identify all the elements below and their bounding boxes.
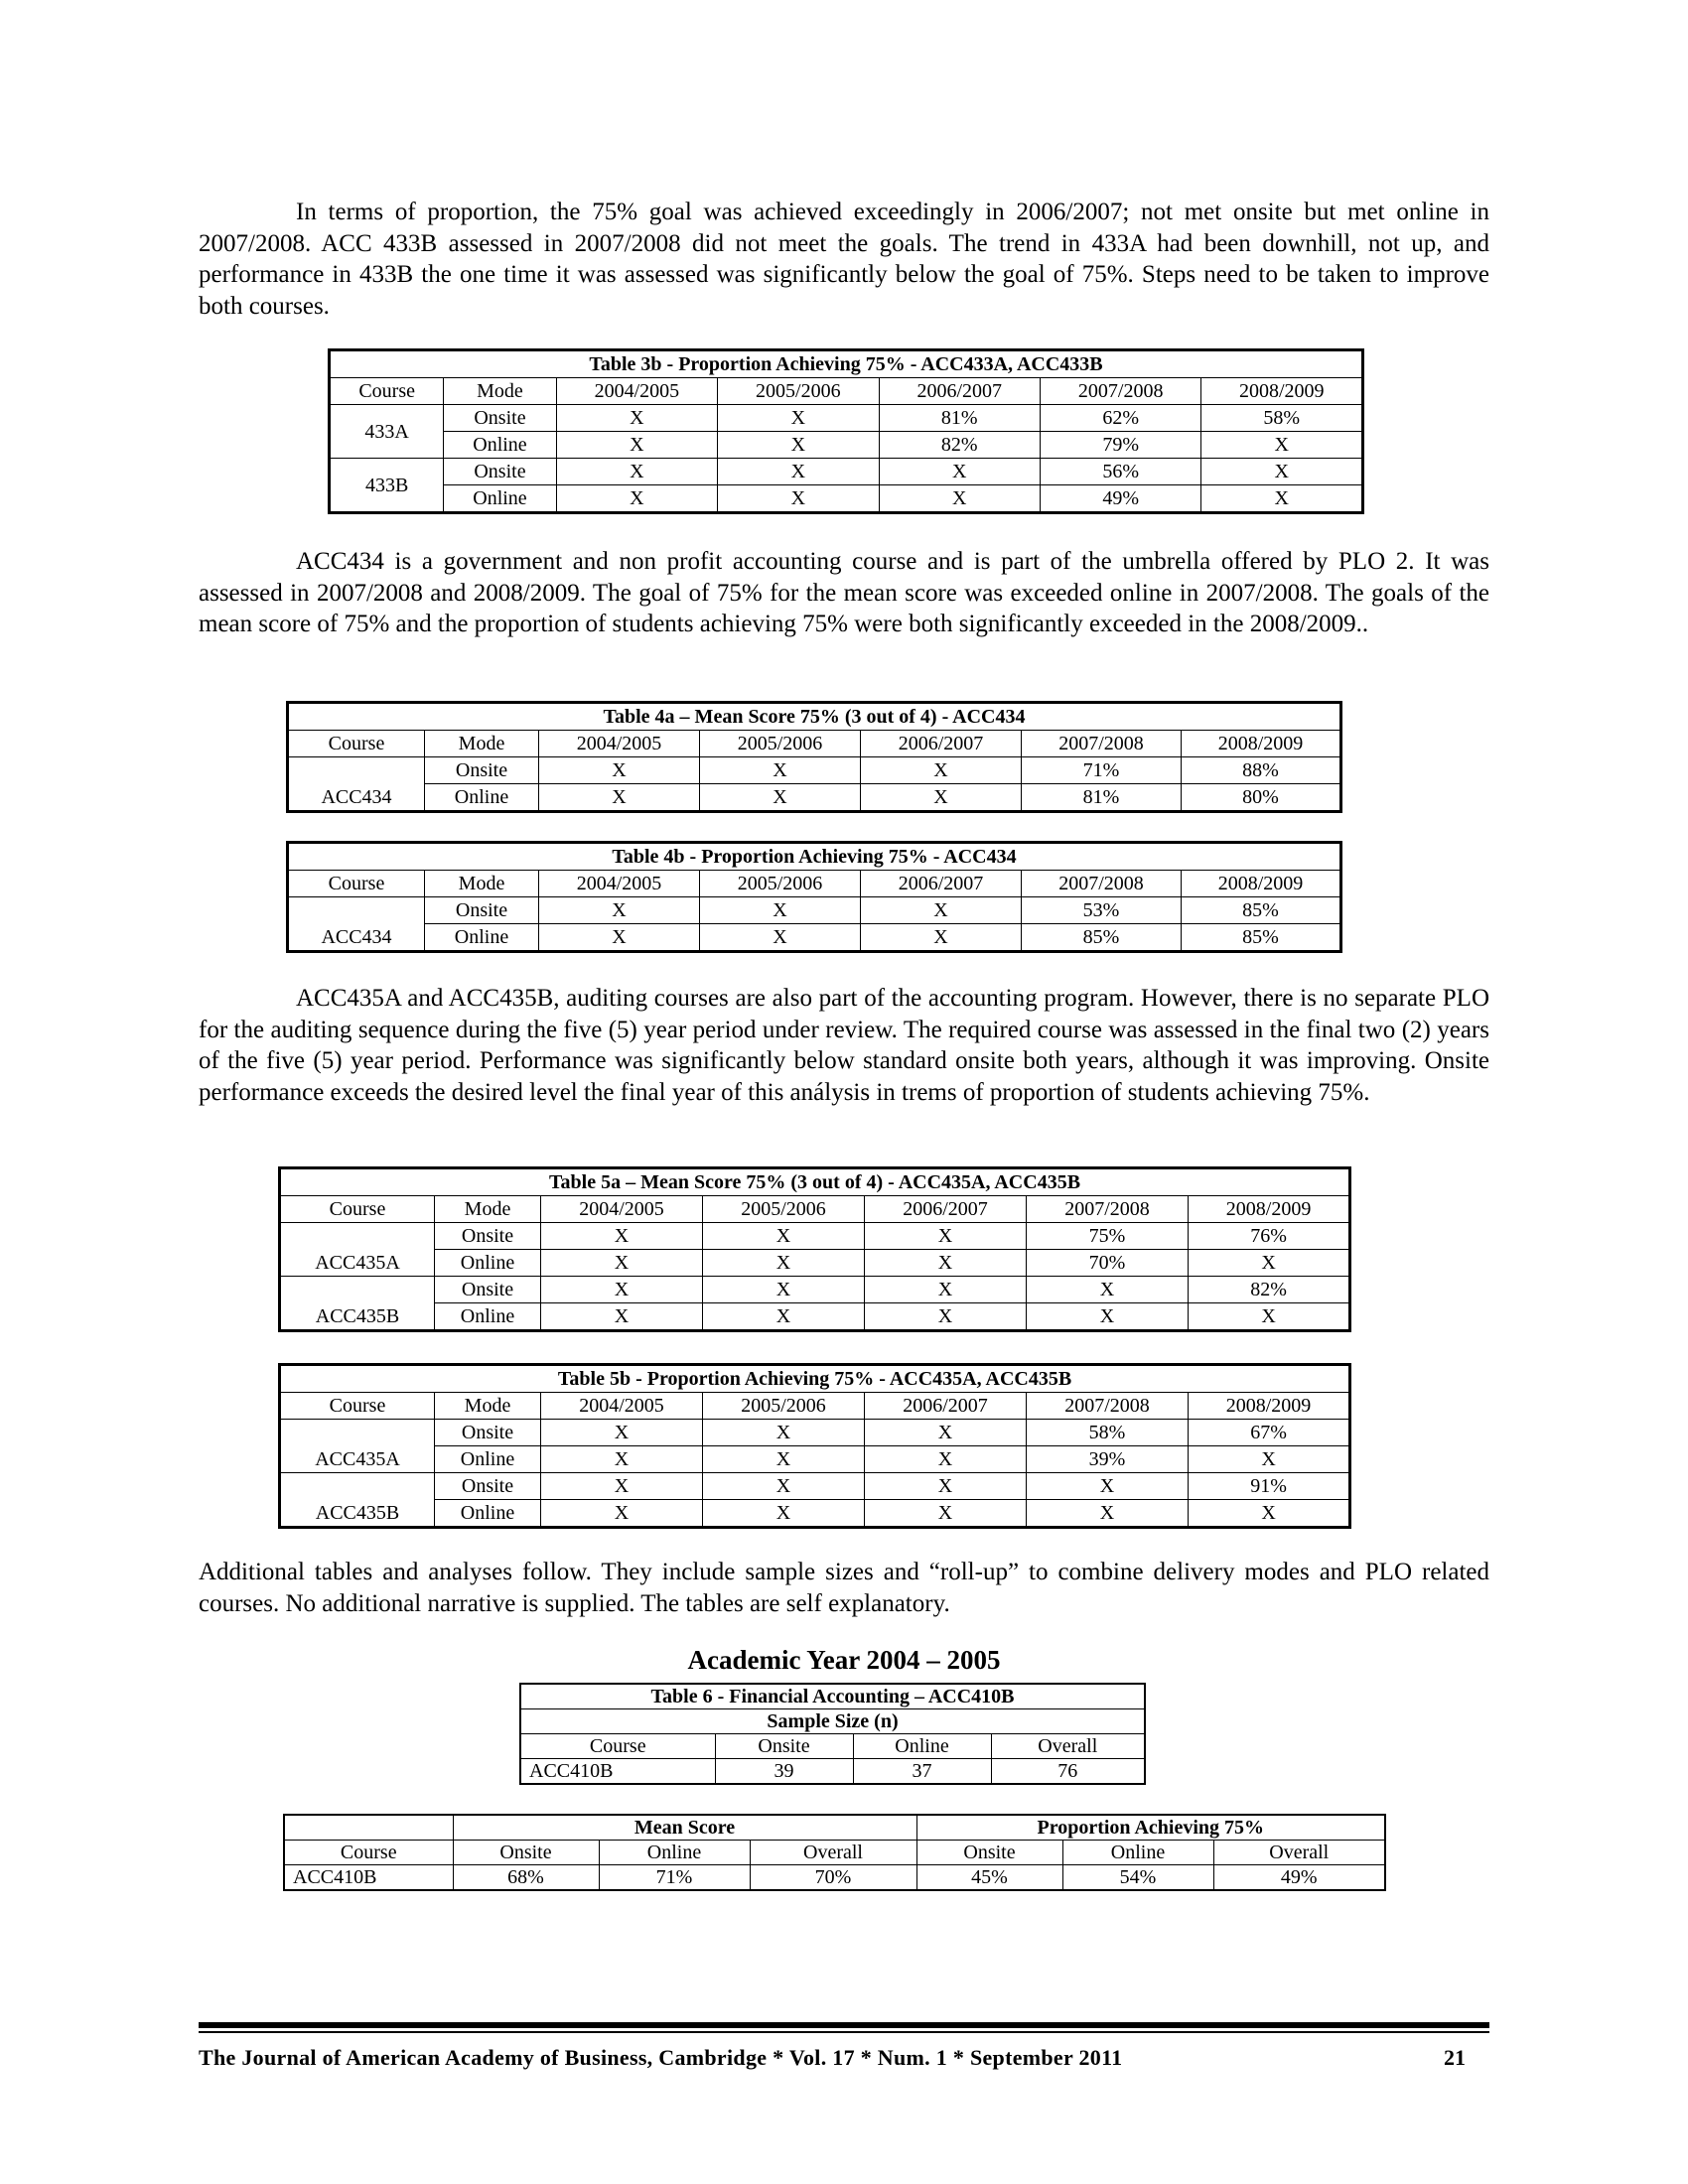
column-header: 2008/2009 — [1189, 1196, 1350, 1223]
value-cell: X — [865, 1500, 1027, 1528]
academic-year-title: Academic Year 2004 – 2005 — [687, 1645, 1001, 1675]
value-cell: X — [861, 784, 1022, 812]
value-cell: X — [865, 1473, 1027, 1500]
value-cell: X — [556, 485, 717, 513]
value-cell: 85% — [1182, 924, 1341, 952]
table-subcaption: Sample Size (n) — [520, 1709, 1145, 1734]
column-header: Mode — [425, 871, 539, 897]
value-cell: 82% — [879, 432, 1040, 459]
value-cell: 56% — [1040, 459, 1200, 485]
value-cell: X — [861, 757, 1022, 784]
value-cell: X — [556, 459, 717, 485]
page-number: 21 — [1444, 2045, 1466, 2070]
mode-cell: Onsite — [444, 405, 556, 432]
value-cell: 71% — [1022, 757, 1182, 784]
value-cell: 58% — [1201, 405, 1363, 432]
value-cell: X — [703, 1500, 865, 1528]
value-cell: X — [541, 1473, 703, 1500]
value-cell: X — [1027, 1277, 1189, 1303]
table-3b — [328, 348, 1364, 514]
value-cell: X — [703, 1250, 865, 1277]
column-header: 2006/2007 — [865, 1393, 1027, 1420]
value-cell: 68% — [453, 1865, 599, 1891]
footer-rule-thin — [199, 2031, 1489, 2033]
value-cell: 81% — [879, 405, 1040, 432]
table-4a — [286, 701, 1342, 813]
column-header: 2006/2007 — [879, 378, 1040, 405]
table-row — [280, 1500, 1350, 1528]
table-4b — [286, 841, 1342, 953]
table-row — [280, 1223, 1350, 1250]
table-row — [330, 485, 1363, 513]
column-header: 2008/2009 — [1182, 731, 1341, 757]
value-cell: X — [700, 924, 861, 952]
value-cell: X — [541, 1500, 703, 1528]
column-header: Course — [280, 1196, 435, 1223]
mode-cell: Online — [425, 924, 539, 952]
paragraph-acc434: ACC434 is a government and non profit accounting course and is part of the umbrella offered by PLO 2. It was assessed in 2007/2008 and 2008/2009. The goal of 75% for the mean score was exceeded online in 2007/2008. The goals of the mean score of 75% and the proportion of students achieving 75% were both significantly exceeded in the 2008/2009.. — [199, 548, 1489, 637]
value-cell: 49% — [1040, 485, 1200, 513]
value-cell: X — [1201, 485, 1363, 513]
value-cell: X — [865, 1420, 1027, 1446]
table-7-mean-proportion — [283, 1814, 1386, 1891]
mode-cell: Onsite — [435, 1473, 541, 1500]
table-5b — [278, 1363, 1351, 1529]
mode-cell: Online — [444, 432, 556, 459]
value-cell: X — [1189, 1303, 1350, 1331]
value-cell: X — [703, 1277, 865, 1303]
empty-corner-cell — [284, 1815, 453, 1841]
value-cell: 80% — [1182, 784, 1341, 812]
value-cell: X — [703, 1420, 865, 1446]
value-cell: 45% — [916, 1865, 1062, 1891]
column-header: 2007/2008 — [1027, 1196, 1189, 1223]
column-header: 2007/2008 — [1022, 731, 1182, 757]
column-header: Onsite — [916, 1841, 1062, 1865]
value-cell: X — [539, 757, 700, 784]
value-cell: 76 — [991, 1759, 1145, 1785]
value-cell: 91% — [1189, 1473, 1350, 1500]
value-cell: X — [556, 432, 717, 459]
column-header: Course — [288, 871, 425, 897]
value-cell: 49% — [1213, 1865, 1385, 1891]
mode-cell: Online — [435, 1446, 541, 1473]
column-header: 2006/2007 — [865, 1196, 1027, 1223]
mode-cell: Onsite — [425, 897, 539, 924]
course-cell: ACC435A — [280, 1420, 435, 1473]
table-row — [280, 1473, 1350, 1500]
value-cell: 81% — [1022, 784, 1182, 812]
column-header: 2005/2006 — [703, 1393, 865, 1420]
paragraph-proportion-433: In terms of proportion, the 75% goal was achieved exceedingly in 2006/2007; not met onsite but met online in 2007/2008. ACC 433B assessed in 2007/2008 did not meet the goals. The trend in 433A had been downhill, not up, and performance in 433B the one time it was assessed was significantly below the goal of 75%. Steps need to be taken to improve both courses. — [199, 199, 1489, 320]
value-cell: X — [539, 784, 700, 812]
table-row — [330, 432, 1363, 459]
table-caption: Table 6 - Financial Accounting – ACC410B — [650, 1686, 1015, 1707]
value-cell: 37 — [853, 1759, 991, 1785]
value-cell: X — [718, 405, 879, 432]
column-header: 2008/2009 — [1182, 871, 1341, 897]
course-cell: ACC435A — [280, 1223, 435, 1277]
course-cell: ACC435B — [280, 1473, 435, 1528]
value-cell: X — [541, 1446, 703, 1473]
column-header: 2007/2008 — [1022, 871, 1182, 897]
table-row — [288, 757, 1341, 784]
value-cell: X — [1201, 432, 1363, 459]
value-cell: X — [703, 1446, 865, 1473]
value-cell: X — [1027, 1500, 1189, 1528]
value-cell: 75% — [1027, 1223, 1189, 1250]
table-caption: Table 4b - Proportion Achieving 75% - ACC434 — [288, 843, 1341, 871]
mode-cell: Onsite — [435, 1420, 541, 1446]
value-cell: X — [865, 1223, 1027, 1250]
column-header: Overall — [991, 1734, 1145, 1759]
value-cell: 53% — [1022, 897, 1182, 924]
value-cell: X — [703, 1303, 865, 1331]
value-cell: X — [700, 897, 861, 924]
value-cell: X — [541, 1223, 703, 1250]
value-cell: X — [700, 784, 861, 812]
table-5a — [278, 1166, 1351, 1332]
column-header: Online — [853, 1734, 991, 1759]
value-cell: X — [1027, 1303, 1189, 1331]
value-cell: X — [556, 405, 717, 432]
column-header: Overall — [1213, 1841, 1385, 1865]
group-header-proportion: Proportion Achieving 75% — [916, 1815, 1385, 1841]
mode-cell: Online — [444, 485, 556, 513]
column-header: Overall — [750, 1841, 916, 1865]
mode-cell: Online — [435, 1303, 541, 1331]
mode-cell: Onsite — [435, 1277, 541, 1303]
mode-cell: Online — [435, 1500, 541, 1528]
value-cell: X — [539, 924, 700, 952]
value-cell: X — [865, 1277, 1027, 1303]
column-header: 2008/2009 — [1189, 1393, 1350, 1420]
footer-rule — [199, 2022, 1489, 2028]
mode-cell: Online — [425, 784, 539, 812]
value-cell: 39% — [1027, 1446, 1189, 1473]
value-cell: X — [865, 1446, 1027, 1473]
value-cell: 85% — [1022, 924, 1182, 952]
table-row — [280, 1250, 1350, 1277]
value-cell: X — [541, 1303, 703, 1331]
column-header: 2005/2006 — [700, 871, 861, 897]
column-header: Mode — [435, 1393, 541, 1420]
course-cell: ACC410B — [520, 1759, 715, 1785]
value-cell: X — [1027, 1473, 1189, 1500]
value-cell: 70% — [1027, 1250, 1189, 1277]
column-header: Mode — [425, 731, 539, 757]
value-cell: 39 — [715, 1759, 853, 1785]
value-cell: X — [703, 1473, 865, 1500]
value-cell: X — [718, 459, 879, 485]
course-cell: 433A — [330, 405, 444, 459]
table-row — [520, 1759, 1145, 1785]
column-header: Online — [1062, 1841, 1213, 1865]
table-row — [288, 897, 1341, 924]
table-caption: Table 5b - Proportion Achieving 75% - ACC435A, ACC435B — [280, 1365, 1350, 1393]
paragraph-acc435: ACC435A and ACC435B, auditing courses are also part of the accounting program. However, there is no separate PLO for the auditing sequence during the five (5) year period under review. The required course was assessed in the final two (2) years of the five (5) year period. Performance was significantly below standard onsite both years, although it was improving. Onsite performance exceeds the desired level the final year of this análysis in trems of proportion of students achieving 75%. — [199, 985, 1489, 1106]
course-cell: ACC434 — [288, 757, 425, 812]
mode-cell: Online — [435, 1250, 541, 1277]
table-row — [280, 1303, 1350, 1331]
group-header-mean-score: Mean Score — [453, 1815, 916, 1841]
table-row — [330, 405, 1363, 432]
table-row — [330, 459, 1363, 485]
value-cell: X — [718, 485, 879, 513]
column-header: 2008/2009 — [1201, 378, 1363, 405]
table-caption: Table 4a – Mean Score 75% (3 out of 4) - ACC434 — [288, 703, 1341, 731]
column-header: 2007/2008 — [1027, 1393, 1189, 1420]
value-cell: X — [541, 1420, 703, 1446]
value-cell: 88% — [1182, 757, 1341, 784]
value-cell: X — [865, 1303, 1027, 1331]
column-header: Online — [599, 1841, 750, 1865]
value-cell: X — [718, 432, 879, 459]
table-row — [280, 1277, 1350, 1303]
value-cell: X — [865, 1250, 1027, 1277]
course-cell: ACC435B — [280, 1277, 435, 1331]
value-cell: 67% — [1189, 1420, 1350, 1446]
value-cell: X — [861, 897, 1022, 924]
column-header: 2005/2006 — [700, 731, 861, 757]
column-header: Mode — [435, 1196, 541, 1223]
column-header: 2005/2006 — [718, 378, 879, 405]
value-cell: X — [700, 757, 861, 784]
mode-cell: Onsite — [444, 459, 556, 485]
value-cell: 62% — [1040, 405, 1200, 432]
value-cell: X — [541, 1277, 703, 1303]
value-cell: X — [1189, 1446, 1350, 1473]
value-cell: 79% — [1040, 432, 1200, 459]
column-header: Course — [520, 1734, 715, 1759]
value-cell: X — [879, 485, 1040, 513]
column-header: 2005/2006 — [703, 1196, 865, 1223]
value-cell: 58% — [1027, 1420, 1189, 1446]
table-row — [280, 1446, 1350, 1473]
column-header: Course — [280, 1393, 435, 1420]
value-cell: X — [541, 1250, 703, 1277]
column-header: 2007/2008 — [1040, 378, 1200, 405]
column-header: 2004/2005 — [539, 731, 700, 757]
column-header: Mode — [444, 378, 556, 405]
table-row — [280, 1420, 1350, 1446]
course-cell: ACC410B — [284, 1865, 453, 1891]
table-row — [288, 784, 1341, 812]
value-cell: X — [703, 1223, 865, 1250]
paragraph-additional-tables: Additional tables and analyses follow. They include sample sizes and “roll-up” to combine delivery modes and PLO related courses. No additional narrative is supplied. The tables are self explanatory. — [199, 1559, 1489, 1617]
table-6 — [519, 1683, 1146, 1785]
value-cell: 70% — [750, 1865, 916, 1891]
column-header: 2006/2007 — [861, 871, 1022, 897]
table-caption: Table 3b - Proportion Achieving 75% - ACC433A, ACC433B — [330, 350, 1363, 378]
value-cell: X — [1189, 1250, 1350, 1277]
journal-footer: The Journal of American Academy of Business, Cambridge * Vol. 17 * Num. 1 * September 2011 — [199, 2045, 1123, 2070]
column-header: 2006/2007 — [861, 731, 1022, 757]
value-cell: X — [861, 924, 1022, 952]
course-cell: ACC434 — [288, 897, 425, 952]
value-cell: X — [879, 459, 1040, 485]
value-cell: X — [1189, 1500, 1350, 1528]
mode-cell: Onsite — [435, 1223, 541, 1250]
column-header: 2004/2005 — [539, 871, 700, 897]
table-row — [288, 924, 1341, 952]
value-cell: 76% — [1189, 1223, 1350, 1250]
column-header: 2004/2005 — [556, 378, 717, 405]
mode-cell: Onsite — [425, 757, 539, 784]
value-cell: 54% — [1062, 1865, 1213, 1891]
table-row — [284, 1865, 1385, 1891]
value-cell: 71% — [599, 1865, 750, 1891]
value-cell: 82% — [1189, 1277, 1350, 1303]
column-header: Course — [288, 731, 425, 757]
value-cell: X — [1201, 459, 1363, 485]
column-header: Onsite — [715, 1734, 853, 1759]
column-header: Course — [284, 1841, 453, 1865]
column-header: Course — [330, 378, 444, 405]
column-header: 2004/2005 — [541, 1196, 703, 1223]
column-header: 2004/2005 — [541, 1393, 703, 1420]
value-cell: X — [539, 897, 700, 924]
value-cell: 85% — [1182, 897, 1341, 924]
column-header: Onsite — [453, 1841, 599, 1865]
table-caption: Table 5a – Mean Score 75% (3 out of 4) - ACC435A, ACC435B — [280, 1168, 1350, 1196]
course-cell: 433B — [330, 459, 444, 513]
